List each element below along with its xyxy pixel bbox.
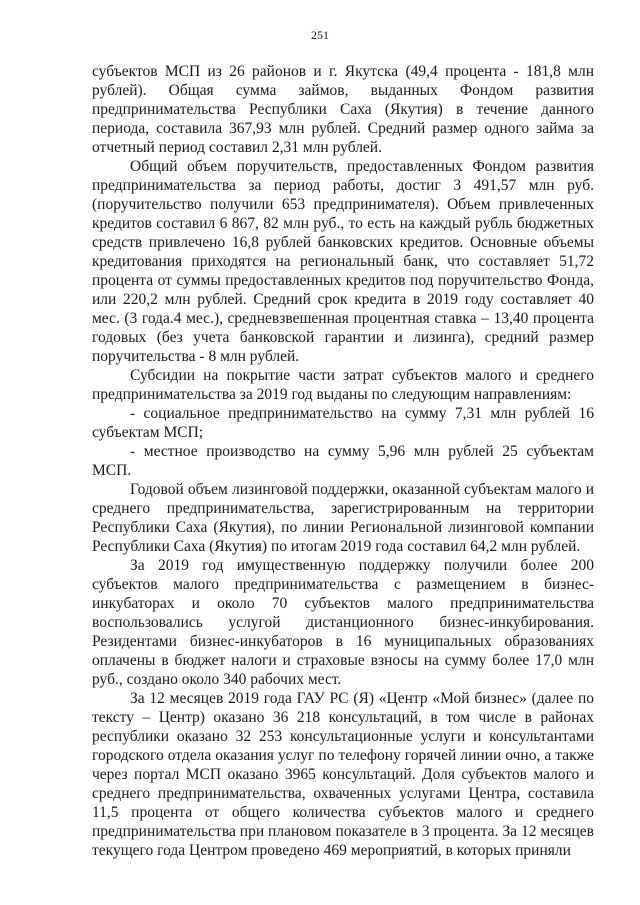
paragraph-my-business-center: За 12 месяцев 2019 года ГАУ РС (Я) «Центр «Мой бизнес» (далее по тексту – Центр) оказано 36 218 консультаций, в том числе в районах республики оказано 32 253 консультационные услуги и консультантами городского отдела оказания услуг по телефону горячей линии очно, а также через портал МСП оказано 3965 консультаций. Доля субъектов малого и среднего предпринимательства, охваченных услугами Центра, составила 11,5 процента от общего количества субъектов малого и среднего предпринимательства при плановом показателе в 3 процента. За 12 месяцев текущего года Центром проведено 469 мероприятий, в которых приняли [92,690,594,859]
paragraph-guarantees: Общий объем поручительств, предоставленных Фондом развития предпринимательства за период работы, достиг 3 491,57 млн руб. (поручительство получили 653 предпринимателя). Объем привлеченных кредитов составил 6 867, 82 млн руб., то есть на каждый рубль бюджетных средств привлечено 16,8 рублей банковских кредитов. Основные объемы кредитования приходятся на региональный банк, что составляет 51,72 процента от суммы предоставленных кредитов под поручительство Фонда, или 220,2 млн рублей. Средний срок кредита в 2019 году составляет 40 мес. (3 года.4 мес.), средневзвешенная процентная ставка – 13,40 процента годовых (без учета банковской гарантии и лизинга), средний размер поручительства - 8 млн рублей. [92,158,594,365]
paragraph-subsidies-intro: Субсидии на покрытие части затрат субъектов малого и среднего предпринимательства за 2019 год выданы по следующим направлениям: [92,367,594,403]
paragraph-leasing-support: Годовой объем лизинговой поддержки, оказанной субъектам малого и среднего предпринимательства, зарегистрированным на территории Республики Саха (Якутия), по линии Региональной лизинговой компании Республики Саха (Якутия) по итогам 2019 года составил 64,2 млн рублей. [92,481,594,555]
page-number: 251 [311,28,329,42]
list-item-local-production: - местное производство на сумму 5,96 млн рублей 25 субъектам МСП. [92,443,594,479]
paragraph-loans-continuation: субъектов МСП из 26 районов и г. Якутска (49,4 процента - 181,8 млн рублей). Общая сумма займов, выданных Фондом развития предпринимательства Республики Саха (Якутия) в течение данного периода, составила 367,93 млн рублей. Средний размер одного займа за отчетный период составил 2,31 млн рублей. [92,63,594,156]
paragraph-property-support: За 2019 год имущественную поддержку получили более 200 субъектов малого предпринимательства с размещением в бизнес-инкубаторах и около 70 субъектов малого предпринимательства воспользовались услугой дистанционного бизнес-инкубирования. Резидентами бизнес-инкубаторов в 16 муниципальных образованиях оплачены в бюджет налоги и страховые взносы на сумму более 17,0 млн руб., создано около 340 рабочих мест. [92,557,594,688]
page-body [92,62,594,860]
list-item-social-entrepreneurship: - социальное предпринимательство на сумму 7,31 млн рублей 16 субъектам МСП; [92,405,594,441]
